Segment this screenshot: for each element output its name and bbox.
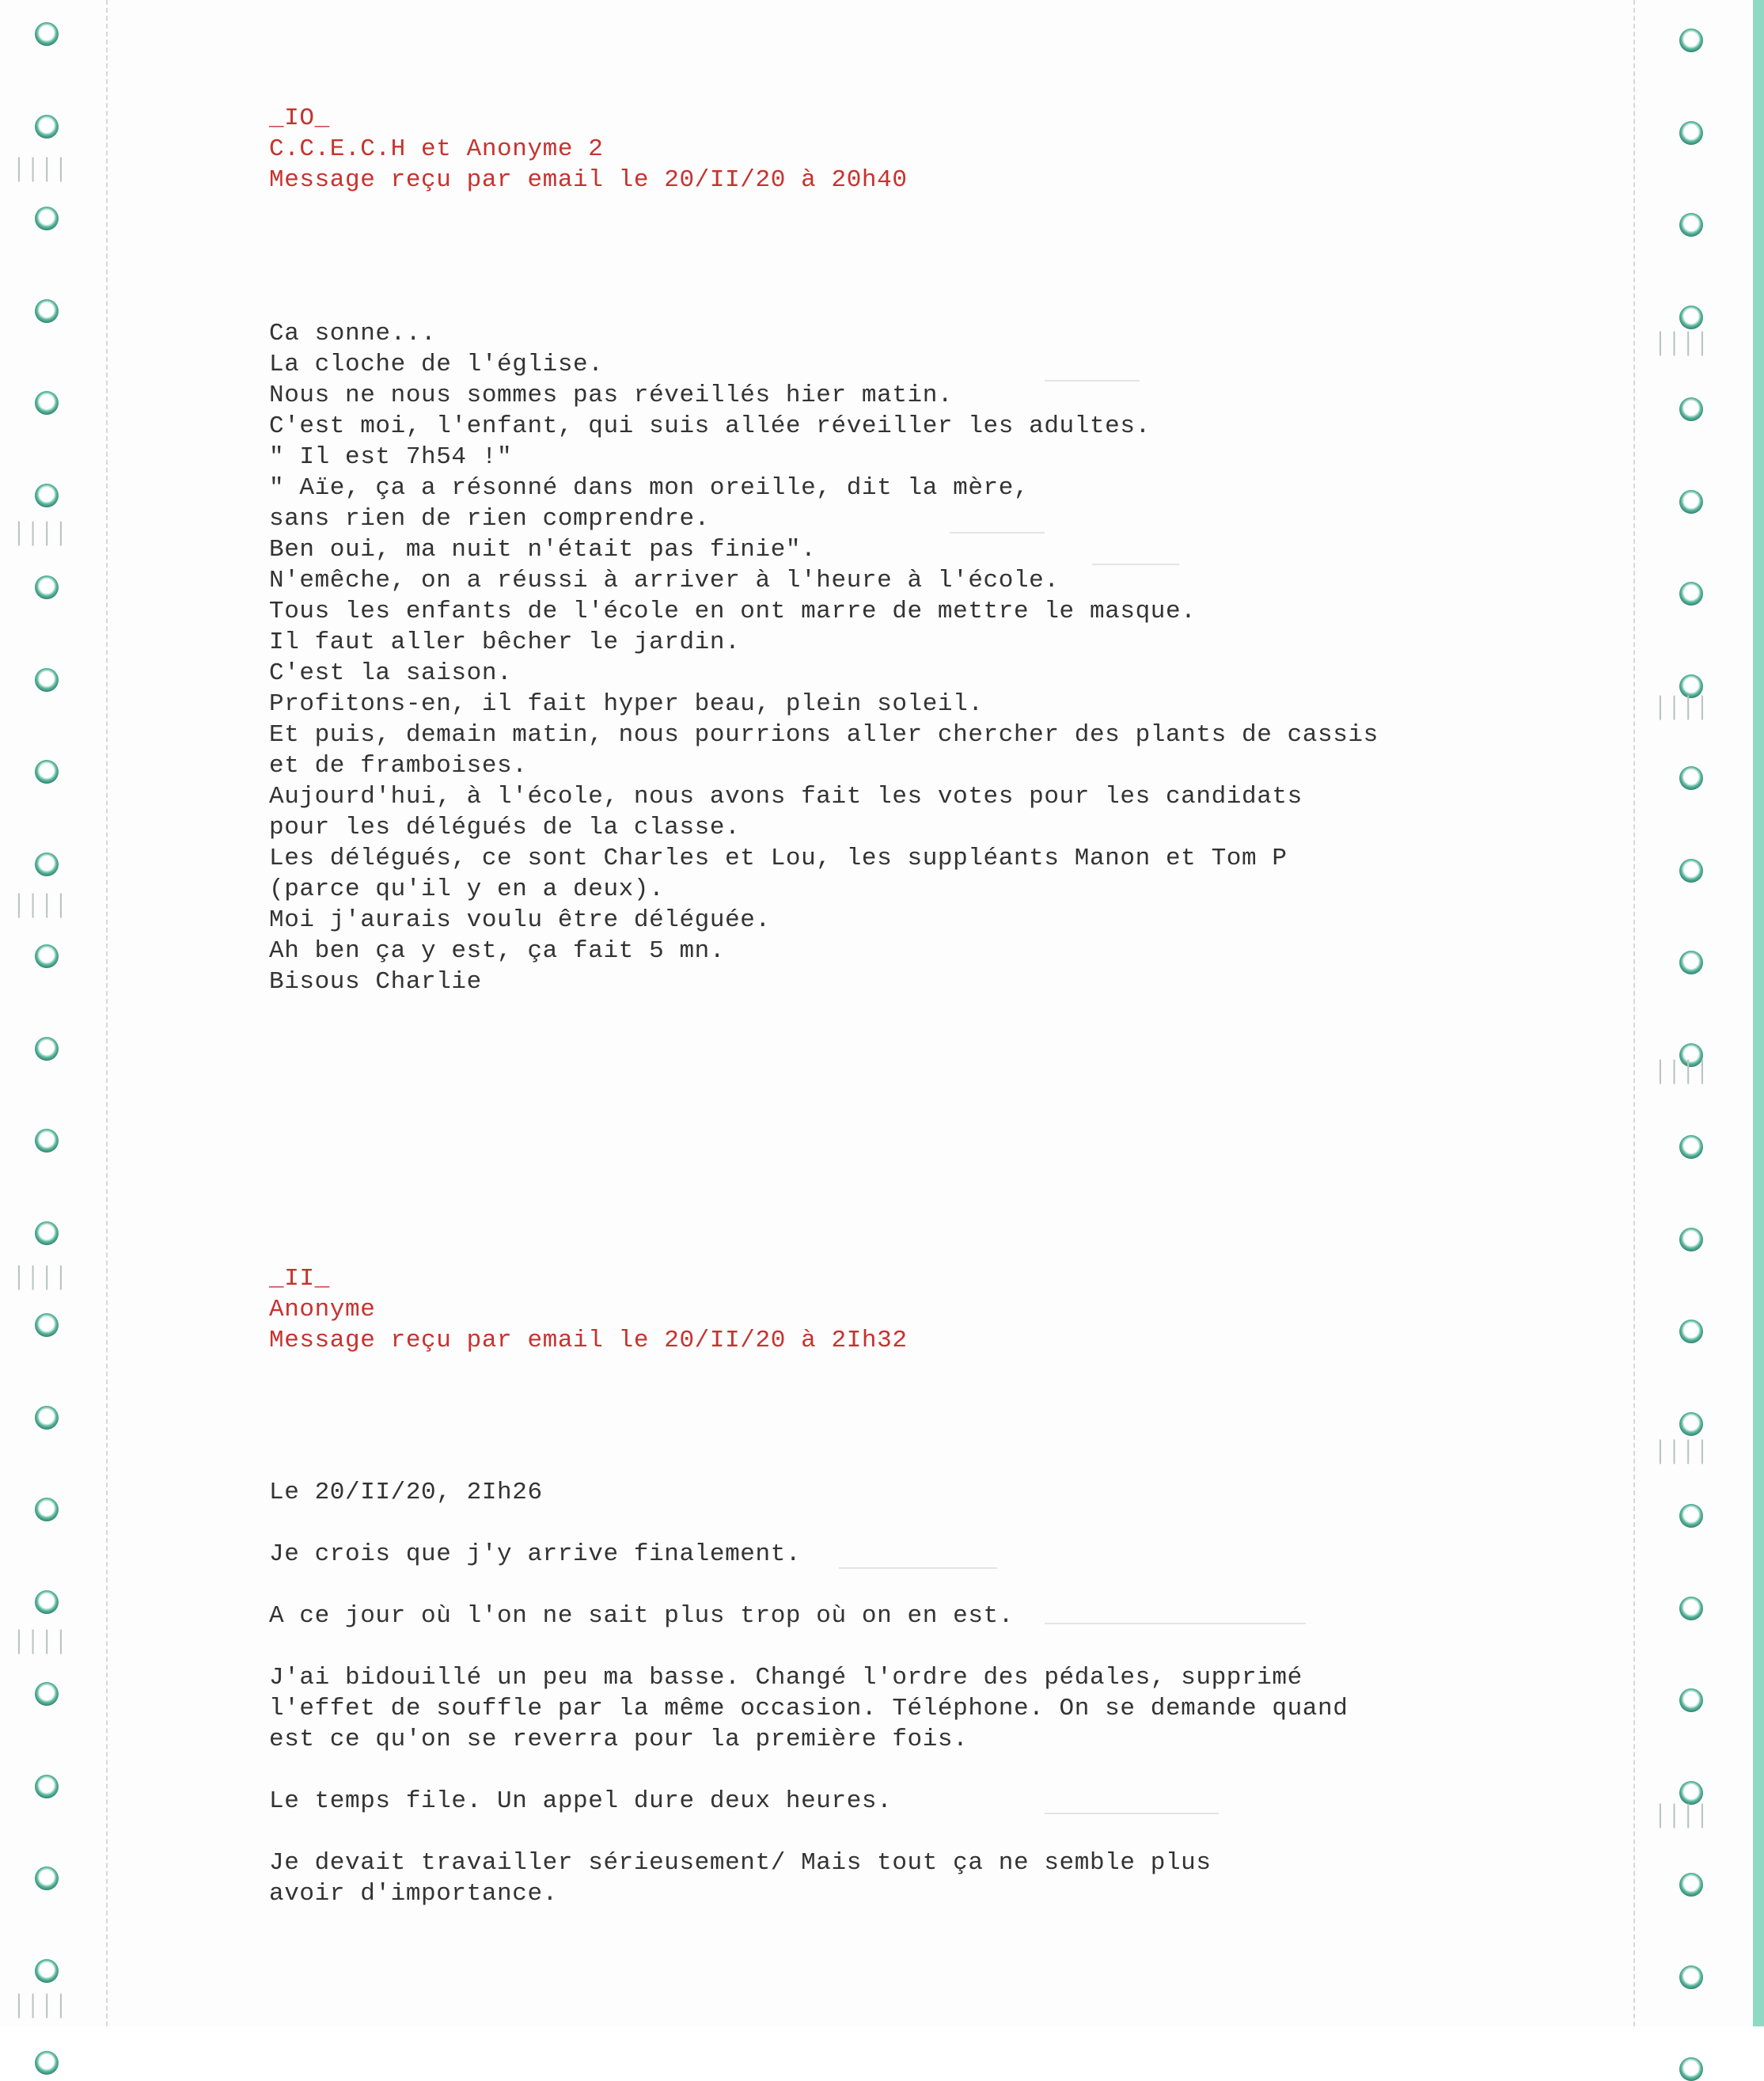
perforation-ticks: ││││ [1654,1805,1710,1828]
perforation-ticks: ││││ [13,1995,69,2018]
feed-hole [35,484,59,507]
section-author: Anonyme [269,1296,376,1323]
message-line: J'ai bidouillé un peu ma basse. Changé l'ordre des pédales, supprimé [269,1664,1303,1692]
message-line: Je crois que j'y arrive finalement. [269,1540,802,1568]
feed-hole [35,1682,59,1706]
feed-hole [1679,1597,1703,1620]
feed-hole [1679,766,1703,790]
perforation-ticks: ││││ [1654,1441,1710,1464]
message-line: Profitons-en, il fait hyper beau, plein soleil. [269,690,984,718]
feed-hole [1679,674,1703,698]
message-line: Aujourd'hui, à l'école, nous avons fait les votes pour les candidats [269,783,1303,811]
feed-hole [35,2051,59,2075]
feed-hole [1679,1688,1703,1712]
feed-hole [35,1959,59,1983]
feed-hole [35,1313,59,1337]
feed-hole [35,853,59,876]
message-line: Je devait travailler sérieusement/ Mais tout ça ne semble plus [269,1849,1212,1877]
perforation-ticks: ││││ [1654,332,1710,356]
feed-hole [1679,1504,1703,1528]
section-header-io [269,103,908,196]
feed-hole [35,1498,59,1521]
feed-hole [1679,1135,1703,1159]
received-timestamp: Message reçu par email le 20/II/20 à 2Ih32 [269,1327,908,1354]
section-author: C.C.E.C.H et Anonyme 2 [269,135,604,163]
message-line: A ce jour où l'on ne sait plus trop où on en est. [269,1602,1014,1630]
perforation-ticks: ││││ [13,158,69,182]
feed-hole [1679,859,1703,883]
message-line: Tous les enfants de l'école en ont marre de mettre le masque. [269,598,1197,625]
feed-hole [35,22,59,46]
paper-edge-band [1753,0,1764,2026]
feed-hole [35,944,59,968]
feed-hole [35,1221,59,1245]
section-number: _II_ [269,1265,330,1293]
section-number: _IO_ [269,104,330,132]
message-line: Ben oui, ma nuit n'était pas finie". [269,536,817,564]
message-line: Ca sonne... [269,320,437,347]
feed-hole [1679,1873,1703,1897]
message-line: sans rien de rien comprendre. [269,505,710,533]
feed-hole [35,575,59,599]
message-line: C'est moi, l'enfant, qui suis allée réveiller les adultes. [269,412,1151,440]
message-line: Ah ben ça y est, ça fait 5 mn. [269,937,726,965]
feed-hole [35,1590,59,1614]
feed-hole [35,1406,59,1430]
right-perforation [1633,0,1635,2026]
feed-hole [1679,28,1703,52]
message-body-ii [269,1477,1348,1909]
feed-hole [1679,1965,1703,1989]
left-tractor-strip [0,0,103,2026]
message-line: avoir d'importance. [269,1880,558,1908]
message-line: est ce qu'on se reverra pour la première fois. [269,1726,969,1753]
feed-hole [1679,1228,1703,1251]
perforation-ticks: ││││ [1654,697,1710,720]
feed-hole [35,115,59,139]
message-line: C'est la saison. [269,659,513,687]
perforation-ticks: ││││ [13,894,69,918]
dateline: Le 20/II/20, 2Ih26 [269,1479,543,1506]
perforation-ticks: ││││ [13,1266,69,1290]
right-tractor-strip [1630,0,1764,2026]
feed-hole [1679,1781,1703,1805]
feed-hole [35,1866,59,1890]
message-line: et de framboises. [269,752,528,780]
message-line: Le temps file. Un appel dure deux heures. [269,1787,893,1815]
message-line: " Aïe, ça a résonné dans mon oreille, dit la mère, [269,474,1030,502]
message-line: Et puis, demain matin, nous pourrions aller chercher des plants de cassis [269,721,1379,749]
received-timestamp: Message reçu par email le 20/II/20 à 20h40 [269,166,908,194]
section-header-ii [269,1263,908,1356]
feed-hole [1679,2057,1703,2081]
feed-hole [1679,1412,1703,1436]
message-line: Nous ne nous sommes pas réveillés hier matin. [269,382,954,409]
feed-hole [1679,951,1703,974]
perforation-ticks: ││││ [13,522,69,546]
message-line: (parce qu'il y en a deux). [269,875,665,903]
left-perforation [106,0,108,2026]
message-line: Bisous Charlie [269,968,482,996]
message-line: " Il est 7h54 !" [269,443,513,471]
message-line: Il faut aller bêcher le jardin. [269,628,741,656]
feed-hole [1679,213,1703,237]
message-line: l'effet de souffle par la même occasion. Téléphone. On se demande quand [269,1695,1349,1722]
message-line: La cloche de l'église. [269,351,604,378]
message-line: Moi j'aurais voulu être déléguée. [269,906,771,934]
feed-hole [35,668,59,692]
feed-hole [35,1037,59,1061]
feed-hole [35,1775,59,1798]
perforation-ticks: ││││ [1654,1061,1710,1084]
feed-hole [35,391,59,415]
feed-hole [35,1129,59,1153]
message-line: Les délégués, ce sont Charles et Lou, les suppléants Manon et Tom P [269,845,1288,872]
perforation-ticks: ││││ [13,1631,69,1654]
feed-hole [1679,121,1703,145]
message-line: N'emêche, on a réussi à arriver à l'heure à l'école. [269,567,1060,594]
feed-hole [1679,306,1703,329]
message-line: pour les délégués de la classe. [269,814,741,841]
feed-hole [1679,397,1703,421]
feed-hole [35,760,59,784]
message-body-io [269,318,1379,997]
feed-hole [35,207,59,230]
feed-hole [35,299,59,323]
feed-hole [1679,490,1703,514]
feed-hole [1679,1320,1703,1343]
feed-hole [1679,582,1703,606]
